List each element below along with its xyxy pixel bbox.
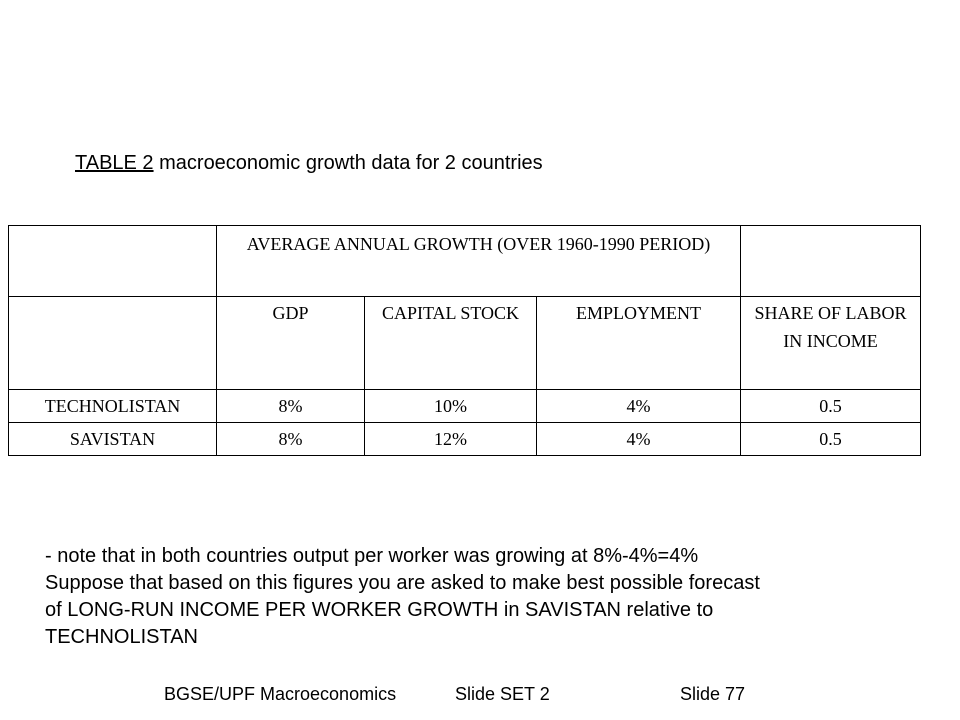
empty-cell (741, 226, 921, 297)
table-row (9, 390, 921, 423)
table-title (75, 152, 543, 175)
cell-employment: 4% (537, 423, 741, 456)
empty-cell (9, 226, 217, 297)
table-row (9, 423, 921, 456)
table-label: TABLE 2 (75, 152, 154, 174)
cell-labor-share: 0.5 (741, 423, 921, 456)
column-header-labor-share: SHARE OF LABOR IN INCOME (741, 297, 921, 390)
cell-gdp: 8% (217, 423, 365, 456)
cell-capital-stock: 10% (365, 390, 537, 423)
cell-capital-stock: 12% (365, 423, 537, 456)
header-group-cell: AVERAGE ANNUAL GROWTH (OVER 1960-1990 PERIOD) (217, 226, 741, 297)
footer-slide-number: Slide 77 (680, 684, 746, 704)
cell-gdp: 8% (217, 390, 365, 423)
table-caption: macroeconomic growth data for 2 countries (153, 152, 543, 174)
footer-slide-set: Slide SET 2 (455, 684, 550, 704)
table-header-group-row (9, 226, 921, 297)
growth-data-table (8, 225, 921, 456)
empty-cell (9, 297, 217, 390)
column-header-employment: EMPLOYMENT (537, 297, 741, 390)
footer-course: BGSE/UPF Macroeconomics (164, 684, 397, 704)
note-line: TECHNOLISTAN (45, 626, 198, 648)
row-label: SAVISTAN (9, 423, 217, 456)
table-column-header-row (9, 297, 921, 390)
cell-labor-share: 0.5 (741, 390, 921, 423)
row-label: TECHNOLISTAN (9, 390, 217, 423)
column-header-gdp: GDP (217, 297, 365, 390)
note-line: Suppose that based on this figures you are asked to make best possible forecast (45, 572, 760, 594)
cell-employment: 4% (537, 390, 741, 423)
note-line: - note that in both countries output per worker was growing at 8%-4%=4% (45, 545, 699, 567)
note-text (45, 543, 945, 651)
note-line: of LONG-RUN INCOME PER WORKER GROWTH in SAVISTAN relative to (45, 599, 714, 621)
column-header-capital-stock: CAPITAL STOCK (365, 297, 537, 390)
